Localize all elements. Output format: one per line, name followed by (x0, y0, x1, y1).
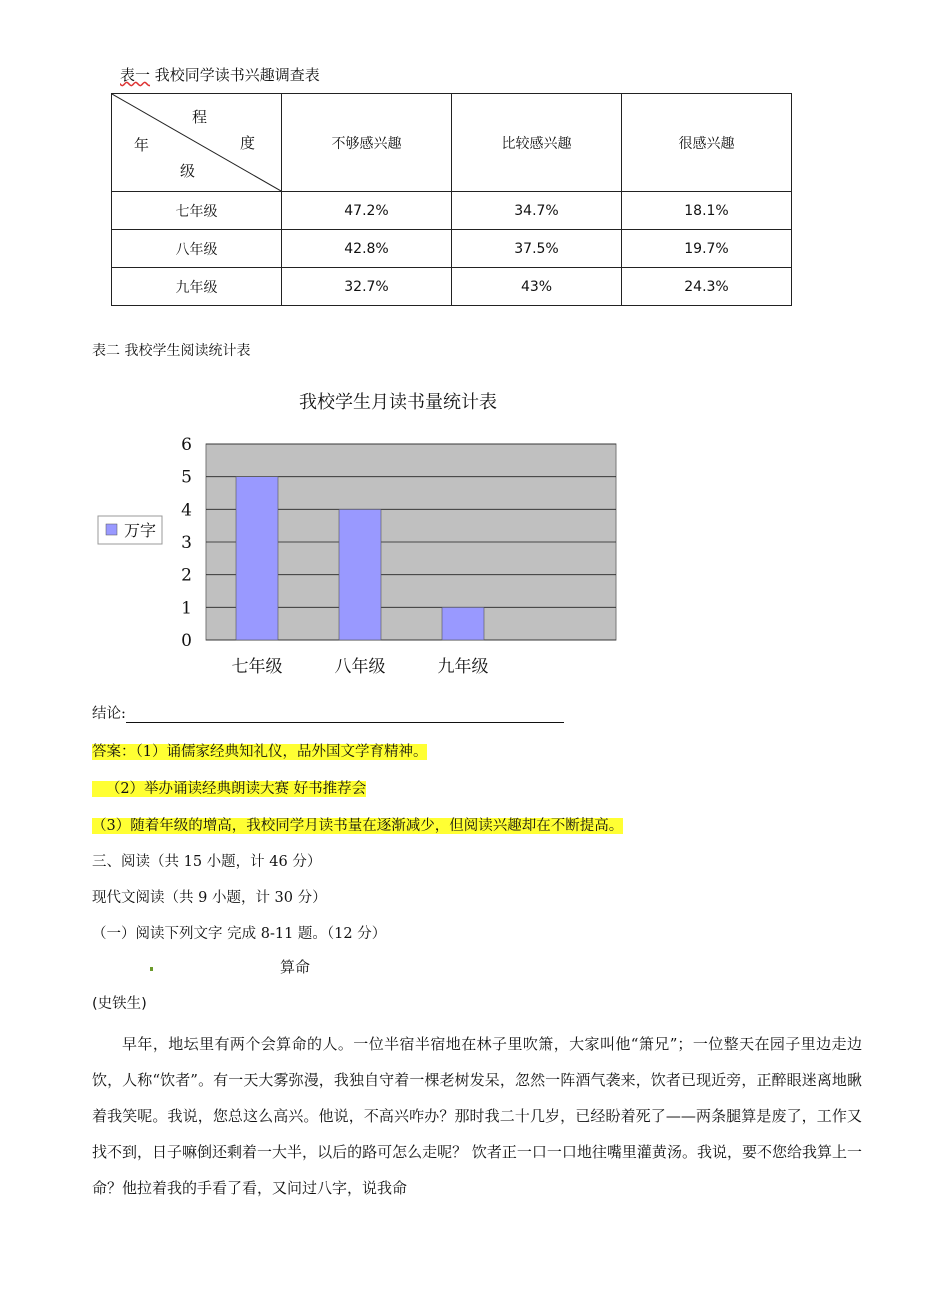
grade-cell: 八年级 (112, 230, 282, 268)
table-cell: 24.3% (622, 268, 792, 306)
y-tick-label: 5 (181, 467, 192, 488)
legend-label: 万字 (124, 521, 157, 540)
table-cell: 42.8% (282, 230, 452, 268)
table1-column-header: 很感兴趣 (622, 94, 792, 192)
y-tick-label: 0 (181, 631, 192, 651)
table1-corner-cell (112, 94, 282, 192)
y-axis-ticks (181, 435, 192, 651)
table-row (112, 268, 792, 306)
table1-column-header: 比较感兴趣 (452, 94, 622, 192)
table1-header-row (112, 94, 792, 192)
answer-2-text: （2）举办诵读经典朗读大赛 好书推荐会 (105, 781, 367, 797)
answer-3 (92, 814, 623, 835)
y-tick-label: 4 (181, 500, 192, 521)
bar (339, 509, 381, 640)
y-tick-label: 2 (181, 565, 192, 586)
answer-1 (92, 740, 427, 761)
bar (442, 607, 484, 640)
grade-cell: 九年级 (112, 268, 282, 306)
grade-cell: 七年级 (112, 192, 282, 230)
table1-caption (120, 64, 320, 85)
article-title: 算命 (280, 958, 311, 976)
table-cell: 34.7% (452, 192, 622, 230)
interest-survey-table (111, 93, 792, 306)
section-heading: 三、阅读（共 15 小题，计 46 分） (92, 854, 322, 870)
table1-caption-prefix: 表一 (120, 66, 151, 84)
y-tick-label: 1 (181, 598, 192, 619)
table-cell: 32.7% (282, 268, 452, 306)
y-tick-label: 6 (181, 435, 192, 455)
conclusion-line (92, 702, 564, 723)
table-row (112, 230, 792, 268)
reading-volume-chart (96, 378, 656, 688)
chart-svg (96, 378, 656, 688)
table-cell: 47.2% (282, 192, 452, 230)
table-cell: 43% (452, 268, 622, 306)
table2-caption: 表二 我校学生阅读统计表 (92, 343, 251, 359)
y-tick-label: 3 (181, 533, 192, 553)
answer-text (92, 781, 366, 797)
bar (236, 477, 278, 640)
conclusion-blank[interactable] (126, 708, 564, 723)
corner-label-right: 度 (240, 134, 256, 152)
table-cell: 18.1% (622, 192, 792, 230)
table-cell: 19.7% (622, 230, 792, 268)
answer-text: 答案：（1）诵儒家经典知礼仪，品外国文学育精神。 (92, 744, 428, 760)
article-author: (史铁生) (92, 996, 147, 1012)
corner-label-left: 年 (134, 136, 150, 154)
corner-label-bottom: 级 (180, 162, 196, 180)
answer-text: （3）随着年级的增高，我校同学月读书量在逐渐减少，但阅读兴趣却在不断提高。 (92, 818, 624, 834)
x-tick-label: 九年级 (437, 657, 489, 677)
conclusion-label: 结论: (92, 706, 126, 722)
table-row (112, 192, 792, 230)
x-tick-label: 八年级 (334, 657, 386, 677)
answer-2 (92, 777, 366, 798)
subsection-heading: 现代文阅读（共 9 小题，计 30 分） (92, 890, 327, 906)
question-instruction: （一）阅读下列文字 完成 8-11 题。（12 分） (92, 926, 387, 942)
x-axis-ticks (232, 656, 489, 677)
article-body: 早年，地坛里有两个会算命的人。一位半宿半宿地在林子里吹箫，大家叫他“箫兄”；一位整天在园子里边走边饮，人称“饮者”。有一天大雾弥漫，我独自守着一棵老树发呆，忽然一阵酒气袭来，饮者已现近旁，正醉眼迷离地瞅着我笑呢。我说，您总这么高兴。他说，不高兴咋办？那时我二十几岁，已经盼着死了——两条腿算是废了，工作又找不到，日子嘛倒还剩着一大半，以后的路可怎么走呢？ 饮者正一口一口地往嘴里灌黄汤。我说，要不您给我算上一命？他拉着我的手看了看，又问过八字，说我命 (92, 1035, 862, 1197)
table1-caption-text: 我校同学读书兴趣调查表 (150, 66, 320, 84)
table1-column-header: 不够感兴趣 (282, 94, 452, 192)
legend-swatch (106, 524, 117, 535)
corner-label-top: 程 (192, 108, 208, 126)
green-mark (150, 967, 153, 971)
table-cell: 37.5% (452, 230, 622, 268)
x-tick-label: 七年级 (231, 657, 283, 677)
chart-legend (98, 516, 162, 544)
chart-title: 我校学生月读书量统计表 (299, 392, 497, 413)
